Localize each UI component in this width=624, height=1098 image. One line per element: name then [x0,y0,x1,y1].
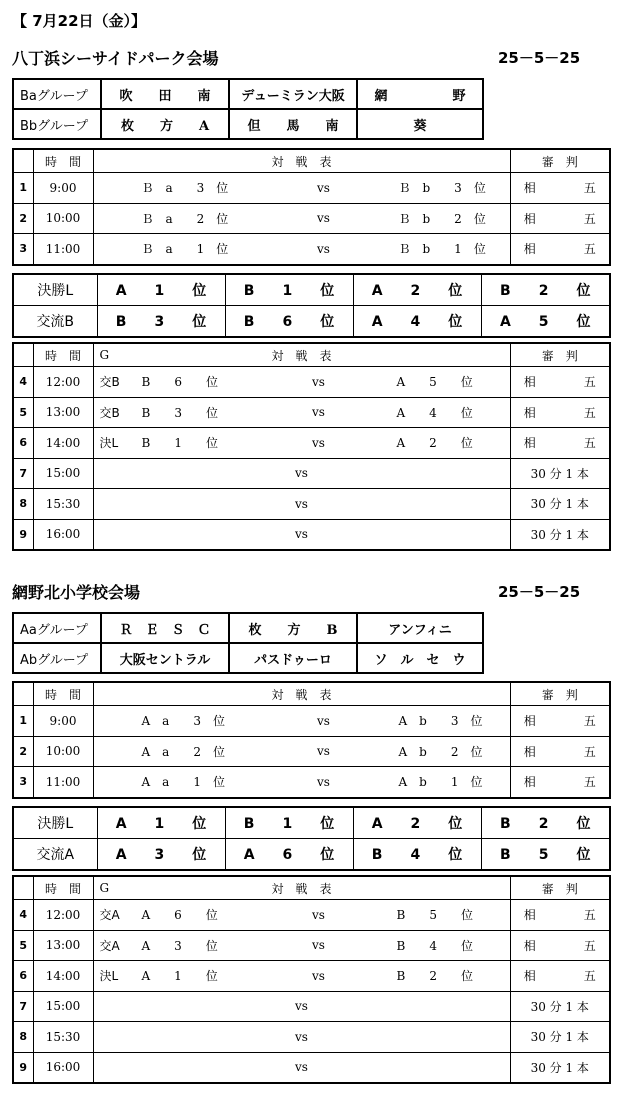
header-time: 時 間 [33,149,93,173]
vs-label: vs [317,713,330,728]
match-cell [93,961,510,992]
match-time: 13:00 [33,930,93,961]
schedule-table-1 [12,681,611,799]
table-row [13,428,610,459]
match-no: 5 [13,930,33,961]
match-time: 15:00 [33,991,93,1022]
table-row [13,519,610,550]
match-time: 10:00 [33,203,93,234]
result-label: 決勝L [13,807,97,839]
referee: 相 五 [510,736,610,767]
team-left: B 1 位 [141,436,218,451]
results-table [12,806,611,871]
schedule-header [13,149,610,173]
match-time: 15:30 [33,1022,93,1053]
header-ref: 審 判 [510,682,610,706]
result-cell: A 6 位 [225,839,353,871]
match-format: 25－5－25 [498,49,581,67]
result-label: 交流A [13,839,97,871]
team-cell: 網 野 [357,79,483,109]
header-no [13,149,33,173]
result-cell: A 4 位 [353,306,481,338]
referee: 相 五 [510,203,610,234]
team-right: Ｂ b 3 位 [398,181,486,196]
referee: 相 五 [510,234,610,265]
match-no: 1 [13,706,33,737]
page-title: 【 7月22日（金）】 [12,12,147,30]
match-no: 1 [13,173,33,204]
team-cell: 枚 方 A [101,109,229,139]
match-no: 5 [13,397,33,428]
team-cell: 吹 田 南 [101,79,229,109]
group-row [13,613,483,643]
team-right: Ｂ b 1 位 [398,242,486,257]
team-right: Ｂ b 2 位 [398,211,486,226]
header-no [13,876,33,900]
result-label: 交流B [13,306,97,338]
match-cell [93,203,510,234]
header-match [93,876,510,900]
match-time: 12:00 [33,367,93,398]
header-no [13,343,33,367]
schedule-header [13,343,610,367]
referee: 相 五 [510,428,610,459]
team-cell: 枚 方 B [229,613,357,643]
table-row [13,397,610,428]
schedule-header [13,876,610,900]
team-right: A 2 位 [396,436,473,451]
match-no: 8 [13,1022,33,1053]
match-time: 14:00 [33,428,93,459]
team-left: A 1 位 [141,969,218,984]
match-cell [93,706,510,737]
vs-label: vs [317,180,330,195]
match-no: 4 [13,900,33,931]
match-time: 11:00 [33,234,93,265]
header-time: 時 間 [33,682,93,706]
table-row [13,489,610,520]
result-cell: B 3 位 [97,306,225,338]
referee: 30 分 1 本 [510,1022,610,1053]
team-left: Ｂ a 2 位 [141,211,229,226]
match-time: 14:00 [33,961,93,992]
header-group: G [99,881,110,895]
result-row [13,306,610,338]
result-row [13,839,610,871]
team-left: Ｂ a 1 位 [141,242,229,257]
team-right: A b 3 位 [398,714,483,729]
result-cell: A 1 位 [97,274,225,306]
result-cell: B 1 位 [225,807,353,839]
team-left: A a 3 位 [141,714,225,729]
vs-label: vs [312,968,325,983]
header-time: 時 間 [33,876,93,900]
vs-label: vs [317,774,330,789]
header-match-label: 対 戦 表 [271,881,332,896]
referee: 相 五 [510,706,610,737]
team-left: A 3 位 [141,938,218,953]
team-cell: パスドゥーロ [229,643,357,673]
table-row [13,234,610,265]
group-code: 決L [99,969,119,984]
match-format: 25－5－25 [498,583,581,601]
match-no: 9 [13,1052,33,1083]
match-cell [93,173,510,204]
table-row [13,1022,610,1053]
group-label: Bbグループ [13,109,101,139]
team-right: B 2 位 [396,969,473,984]
result-cell: B 2 位 [481,274,610,306]
match-no: 3 [13,767,33,798]
match-time: 12:00 [33,900,93,931]
result-label: 決勝L [13,274,97,306]
group-row [13,643,483,673]
referee: 30 分 1 本 [510,489,610,520]
result-cell: B 6 位 [225,306,353,338]
result-cell: A 1 位 [97,807,225,839]
referee: 30 分 1 本 [510,991,610,1022]
referee: 相 五 [510,767,610,798]
match-time: 10:00 [33,736,93,767]
match-cell [93,428,510,459]
team-right: B 5 位 [396,908,473,923]
match-no: 4 [13,367,33,398]
result-cell: B 2 位 [481,807,610,839]
result-cell: B 4 位 [353,839,481,871]
team-right: A 5 位 [396,375,473,390]
vs-label: vs [317,744,330,759]
match-cell: vs [93,1052,510,1083]
result-cell: A 2 位 [353,274,481,306]
vs-label: vs [312,938,325,953]
team-cell: 葵 [357,109,483,139]
team-left: B 6 位 [141,375,218,390]
match-cell [93,900,510,931]
table-row [13,367,610,398]
group-code: 交B [99,375,120,390]
header-ref: 審 判 [510,343,610,367]
referee: 30 分 1 本 [510,1052,610,1083]
header-match: 対 戦 表 [93,682,510,706]
match-time: 9:00 [33,173,93,204]
team-left: Ｂ a 3 位 [141,181,229,196]
team-cell: Ｒ Ｅ Ｓ Ｃ [101,613,229,643]
vs-label: vs [317,241,330,256]
team-cell: ソ ル セ ウ [357,643,483,673]
table-row [13,900,610,931]
header-group: G [99,348,110,362]
table-row [13,173,610,204]
header-ref: 審 判 [510,149,610,173]
team-cell: デューミラン大阪 [229,79,357,109]
vs-label: vs [312,405,325,420]
match-no: 6 [13,428,33,459]
team-left: A 6 位 [141,908,218,923]
table-row [13,203,610,234]
table-row [13,930,610,961]
referee: 相 五 [510,900,610,931]
result-cell: B 5 位 [481,839,610,871]
result-row [13,274,610,306]
match-time: 15:00 [33,458,93,489]
referee: 相 五 [510,367,610,398]
referee: 相 五 [510,961,610,992]
match-time: 11:00 [33,767,93,798]
referee: 相 五 [510,397,610,428]
team-left: A a 2 位 [141,744,225,759]
result-cell: A 2 位 [353,807,481,839]
match-cell: vs [93,519,510,550]
team-left: A a 1 位 [141,775,225,790]
match-no: 2 [13,736,33,767]
group-code: 交A [99,938,120,953]
match-cell: vs [93,991,510,1022]
result-cell: B 1 位 [225,274,353,306]
match-time: 9:00 [33,706,93,737]
table-row [13,1052,610,1083]
vs-label: vs [312,907,325,922]
match-cell [93,736,510,767]
match-time: 16:00 [33,519,93,550]
result-row [13,807,610,839]
team-cell: 大阪セントラル [101,643,229,673]
team-right: A b 2 位 [398,744,483,759]
match-cell: vs [93,458,510,489]
referee: 30 分 1 本 [510,519,610,550]
match-no: 9 [13,519,33,550]
schedule-table-2 [12,875,611,1084]
schedule-table-2 [12,342,611,551]
table-row [13,991,610,1022]
header-match [93,343,510,367]
table-row [13,736,610,767]
team-right: B 4 位 [396,938,473,953]
referee: 相 五 [510,930,610,961]
match-no: 2 [13,203,33,234]
match-cell: vs [93,1022,510,1053]
team-left: B 3 位 [141,405,218,420]
result-cell: A 5 位 [481,306,610,338]
group-table [12,78,484,140]
vs-label: vs [312,435,325,450]
group-label: Aaグループ [13,613,101,643]
header-match: 対 戦 表 [93,149,510,173]
match-no: 6 [13,961,33,992]
match-cell: vs [93,489,510,520]
header-ref: 審 判 [510,876,610,900]
group-row [13,79,483,109]
match-time: 16:00 [33,1052,93,1083]
match-cell [93,397,510,428]
match-cell [93,767,510,798]
team-right: A 4 位 [396,405,473,420]
match-cell [93,930,510,961]
vs-label: vs [317,211,330,226]
venue-name: 八丁浜シーサイドパーク会場 [12,49,219,68]
match-no: 3 [13,234,33,265]
group-row [13,109,483,139]
group-label: Abグループ [13,643,101,673]
schedule-table-1 [12,148,611,266]
match-cell [93,367,510,398]
group-code: 決L [99,436,119,451]
header-time: 時 間 [33,343,93,367]
group-code: 交A [99,908,120,923]
match-no: 8 [13,489,33,520]
group-code: 交B [99,405,120,420]
referee: 相 五 [510,173,610,204]
table-row [13,767,610,798]
vs-label: vs [312,374,325,389]
team-cell: アンフィニ [357,613,483,643]
match-no: 7 [13,458,33,489]
header-match-label: 対 戦 表 [271,348,332,363]
results-table [12,273,611,338]
table-row [13,706,610,737]
match-time: 15:30 [33,489,93,520]
match-time: 13:00 [33,397,93,428]
header-no [13,682,33,706]
team-cell: 但 馬 南 [229,109,357,139]
match-cell [93,234,510,265]
schedule-header [13,682,610,706]
table-row [13,458,610,489]
table-row [13,961,610,992]
venue-name: 網野北小学校会場 [12,583,141,602]
match-no: 7 [13,991,33,1022]
group-label: Baグループ [13,79,101,109]
group-table [12,612,484,674]
team-right: A b 1 位 [398,775,483,790]
result-cell: A 3 位 [97,839,225,871]
referee: 30 分 1 本 [510,458,610,489]
